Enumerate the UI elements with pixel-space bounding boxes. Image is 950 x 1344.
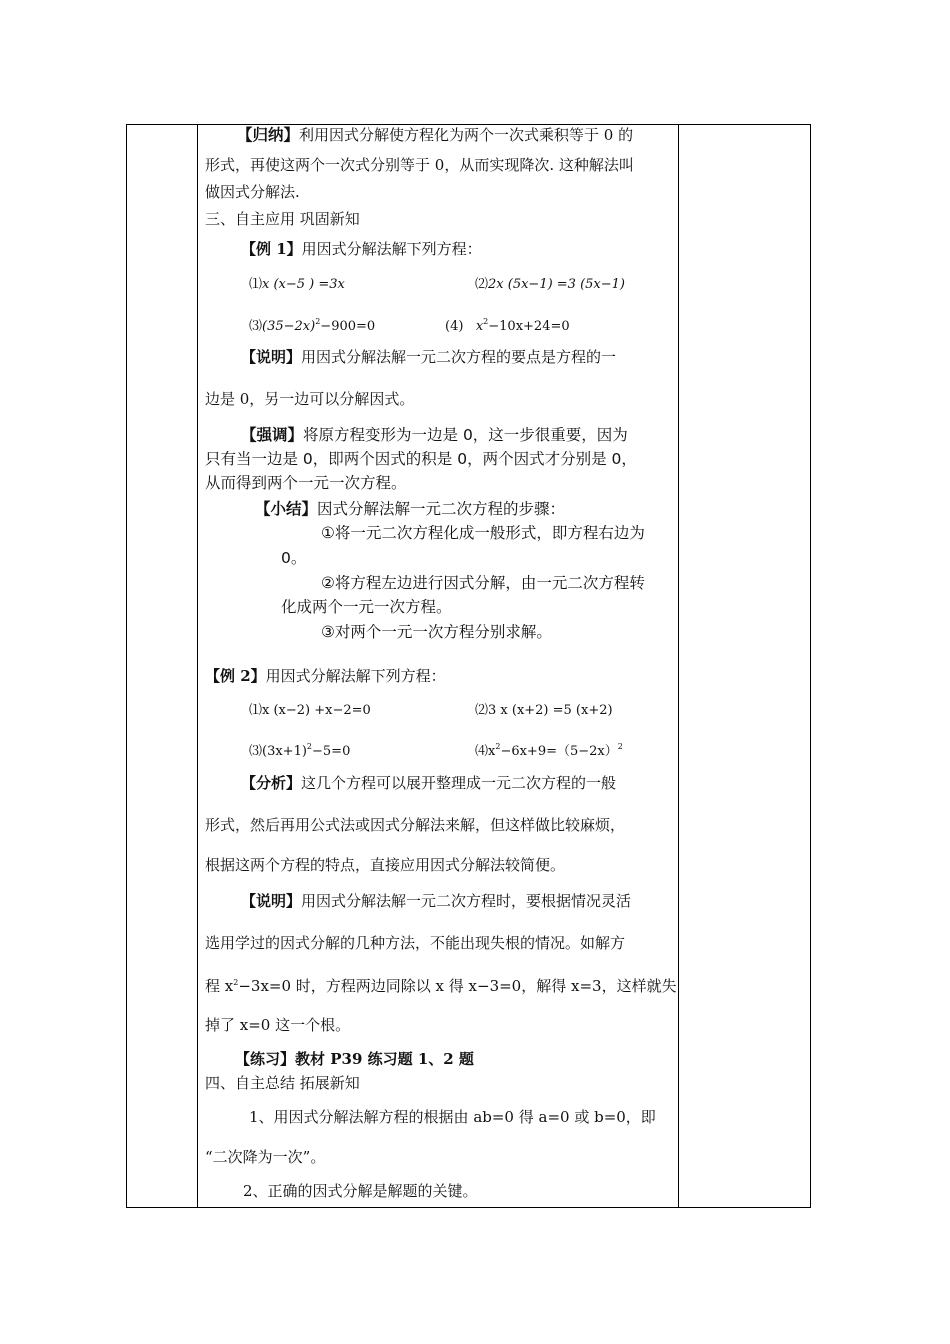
example-1-intro: 【例 1】用因式分解法解下列方程： xyxy=(241,240,482,258)
recap-intro: 【小结】因式分解法解一元二次方程的步骤： xyxy=(255,500,566,518)
recap-step-2b: 化成两个一元一次方程。 xyxy=(281,598,452,616)
example-2-intro: 【例 2】用因式分解法解下列方程： xyxy=(205,667,446,685)
example-1-eq3: $⑶(35-2x)^2-900=0$ xyxy=(249,317,376,334)
note-1-line-2: 边是 0，另一边可以分解因式。 xyxy=(205,390,415,408)
summary-line-3: 做因式分解法. xyxy=(205,183,300,201)
recap-step-2a: ②将方程左边进行因式分解，由一元二次方程转 xyxy=(321,574,645,592)
section-3-title: 三、自主应用 巩固新知 xyxy=(205,210,360,228)
recap-step-1a: ①将一元二次方程化成一般形式，即方程右边为 xyxy=(321,524,645,542)
wrapup-point-2: 2、正确的因式分解是解题的关键。 xyxy=(243,1182,478,1200)
example-2-eq2: ⑵3 x (x+2) =5 (x+2) xyxy=(475,703,613,718)
table-frame xyxy=(126,124,811,1208)
section-4-title: 四、自主总结 拓展新知 xyxy=(205,1074,360,1092)
analysis-line-1: 【分析】这几个方程可以展开整理成一元二次方程的一般 xyxy=(241,774,617,792)
summary-line-1: 【归纳】利用因式分解使方程化为两个一次式乘积等于 0 的 xyxy=(237,126,634,144)
recap-step-1b: 0。 xyxy=(281,549,307,567)
note-2-line-3: 程 $x^2-3x=0$ 时，方程两边同除以 x 得 x−3=0，解得 x=3，这样就失 xyxy=(205,977,677,995)
example-2-eq1: ⑴x (x−2) +x−2=0 xyxy=(249,703,371,718)
column-divider-right xyxy=(678,125,679,1207)
example-1-eq2: ⑵2x (5x−1) =3 (5x−1) xyxy=(475,277,625,292)
note-1-line-1: 【说明】用因式分解法解一元二次方程的要点是方程的一 xyxy=(241,348,617,366)
column-divider-left xyxy=(197,125,198,1207)
wrapup-point-1-line-2: “二次降为一次”。 xyxy=(205,1148,326,1166)
emphasis-line-3: 从而得到两个一元一次方程。 xyxy=(205,474,407,492)
example-2-eq3: $⑶(3x+1)^2-5=0$ xyxy=(249,742,351,759)
example-2-eq4: $⑷x^2-6x+9=(5-2x)^2$ xyxy=(475,742,623,759)
example-1-eq1: ⑴x (x−5 ) =3x xyxy=(249,277,345,292)
example-1-eq4: (4) $x^2-10x+24=0$ xyxy=(445,317,570,334)
wrapup-point-1-line-1: 1、用因式分解法解方程的根据由 ab=0 得 a=0 或 b=0，即 xyxy=(249,1108,656,1126)
emphasis-line-1: 【强调】将原方程变形为一边是 0，这一步很重要，因为 xyxy=(241,426,628,444)
note-2-line-1: 【说明】用因式分解法解一元二次方程时，要根据情况灵活 xyxy=(241,892,632,910)
recap-step-3: ③对两个一元一次方程分别求解。 xyxy=(321,623,552,641)
emphasis-line-2: 只有当一边是 0，即两个因式的积是 0，两个因式才分别是 0， xyxy=(205,450,637,468)
practice-line: 【练习】教材 P39 练习题 1、2 题 xyxy=(235,1050,474,1068)
summary-line-2: 形式，再使这两个一次式分别等于 0，从而实现降次. 这种解法叫 xyxy=(205,156,634,174)
note-2-line-4: 掉了 x=0 这一个根。 xyxy=(205,1016,351,1034)
note-2-line-2: 选用学过的因式分解的几种方法，不能出现失根的情况。如解方 xyxy=(205,934,626,952)
analysis-line-3: 根据这两个方程的特点，直接应用因式分解法较简便。 xyxy=(205,856,566,874)
analysis-line-2: 形式，然后再用公式法或因式分解法来解，但这样做比较麻烦， xyxy=(205,816,626,834)
